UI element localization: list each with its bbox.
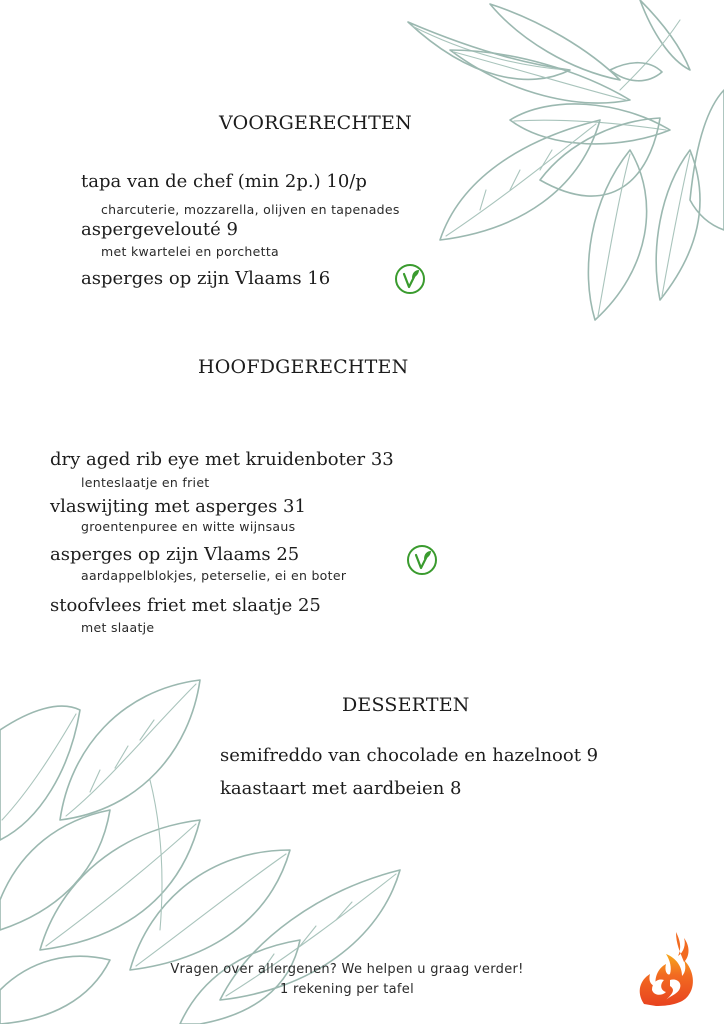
allergen-note: Vragen over allergenen? We helpen u graag verder! xyxy=(170,962,524,977)
flame-logo-icon xyxy=(636,930,698,1006)
menu-item-description: aardappelblokjes, peterselie, ei en boter xyxy=(81,568,347,583)
section-title-desserten: DESSERTEN xyxy=(342,694,470,716)
menu-item-name: asperges op zijn Vlaams 25 xyxy=(50,544,300,565)
menu-item-name: semifreddo van chocolade en hazelnoot 9 xyxy=(220,745,599,766)
menu-item-name: tapa van de chef (min 2p.) 10/p xyxy=(81,171,367,192)
bill-note: 1 rekening per tafel xyxy=(280,982,414,997)
menu-item-name: stoofvlees friet met slaatje 25 xyxy=(50,595,321,616)
menu-item-name: aspergevelouté 9 xyxy=(81,219,238,240)
menu-item-description: met slaatje xyxy=(81,620,155,635)
menu-item-description: groentenpuree en witte wijnsaus xyxy=(81,519,296,534)
menu-item-description: lenteslaatje en friet xyxy=(81,475,210,490)
menu-item-name: vlaswijting met asperges 31 xyxy=(50,496,306,517)
menu-item-name: kaastaart met aardbeien 8 xyxy=(220,778,462,799)
vegetarian-leaf-icon xyxy=(394,263,426,295)
menu-item-description: charcuterie, mozzarella, olijven en tapenades xyxy=(101,202,400,217)
section-title-hoofdgerechten: HOOFDGERECHTEN xyxy=(198,356,409,378)
leaf-illustration-top-right xyxy=(390,0,724,330)
menu-item-name: asperges op zijn Vlaams 16 xyxy=(81,268,331,289)
section-title-voorgerechten: VOORGERECHTEN xyxy=(219,112,412,134)
menu-item-name: dry aged rib eye met kruidenboter 33 xyxy=(50,449,394,470)
vegetarian-leaf-icon xyxy=(406,544,438,576)
menu-item-description: met kwartelei en porchetta xyxy=(101,244,279,259)
